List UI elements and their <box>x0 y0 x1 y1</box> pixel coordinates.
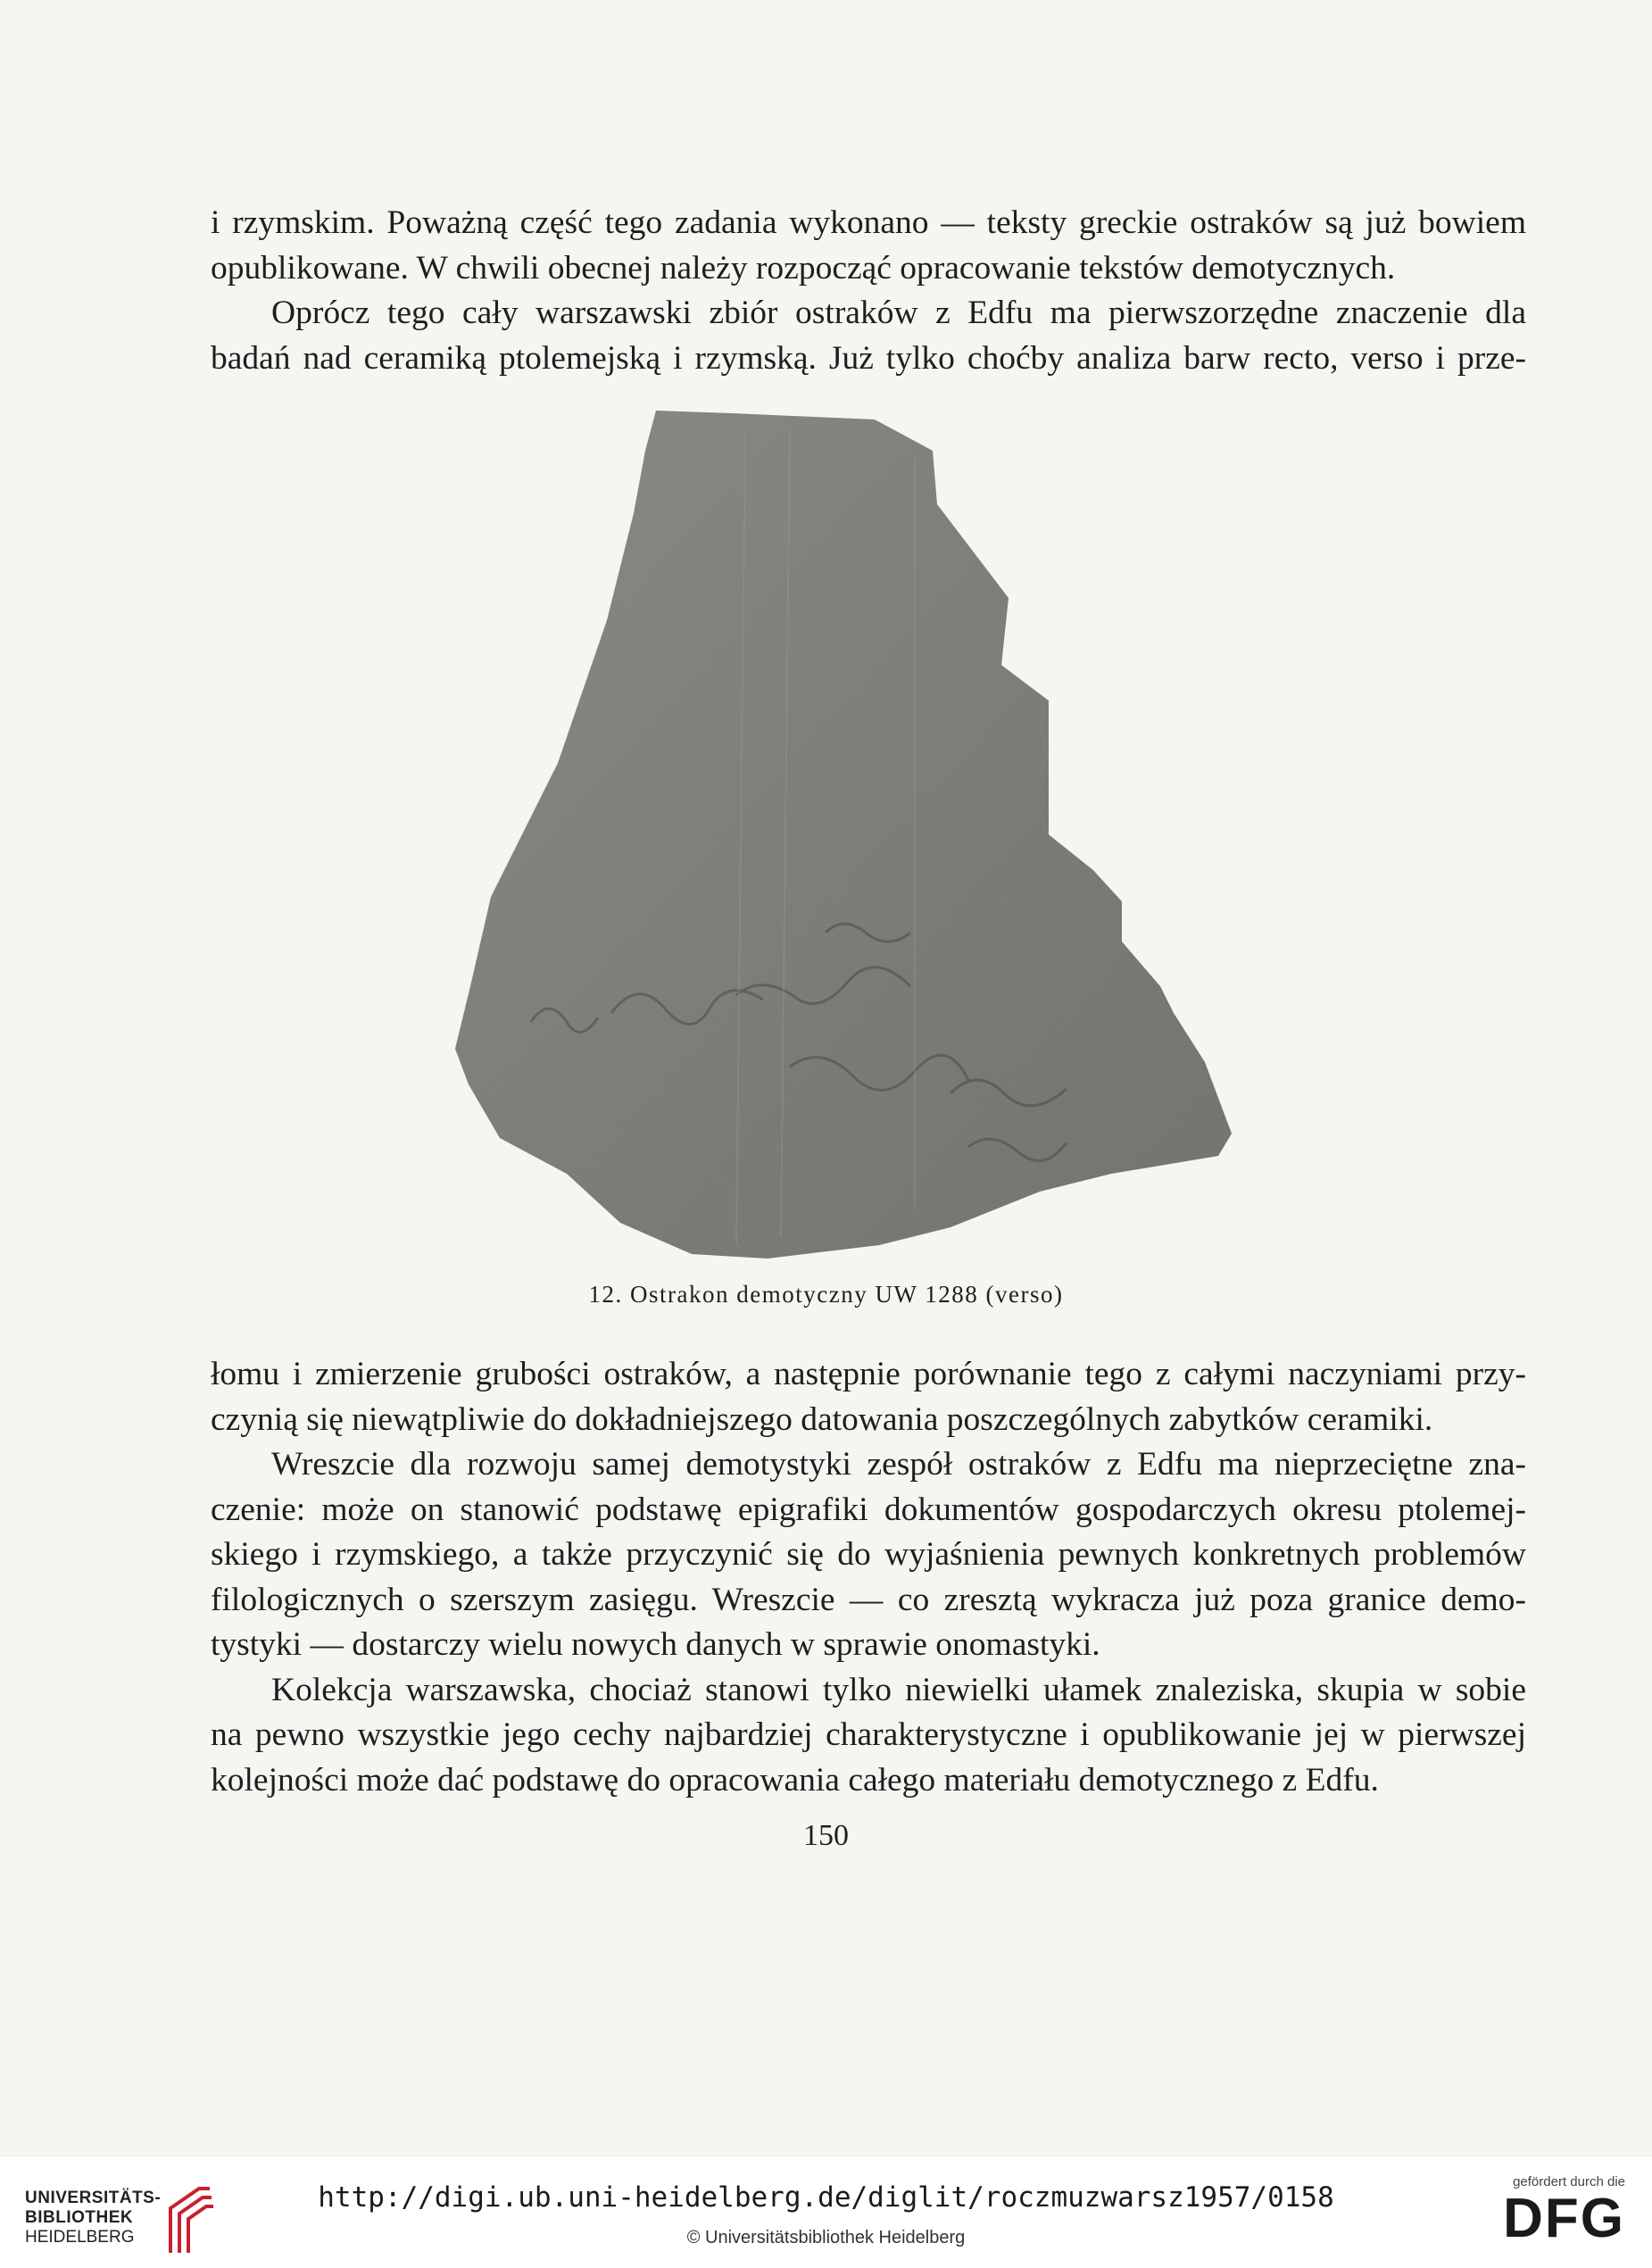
digitization-footer <box>0 2156 1652 2268</box>
text-line: Oprócz tego cały warszawski zbiór ostraków z Edfu ma pierwszorzędne znaczenie dla <box>271 295 1526 331</box>
text-line: opublikowane. W chwili obecnej należy rozpocząć opracowanie tekstów demotycznych. <box>211 249 1396 287</box>
text-line: Kolekcja warszawska, chociaż stanowi tylko niewielki ułamek znaleziska, skupia w sobie <box>271 1671 1526 1708</box>
paragraph-bottom <box>211 1352 1526 1803</box>
text-line: filologicznych o szerszym zasięgu. Wreszcie — co zresztą wykracza już poza granice demo- <box>211 1581 1526 1618</box>
text-line: i rzymskim. Poważną część tego zadania wykonano — teksty greckie ostraków są już bowiem <box>211 204 1526 241</box>
text-line: skiego i rzymskiego, a także przyczynić się do wyjaśnienia pewnych konkretnych problemów <box>211 1536 1526 1573</box>
text-line: tystyki — dostarczy wielu nowych danych w sprawie onomastyki. <box>211 1626 1100 1663</box>
paragraph-top <box>211 201 1526 381</box>
figure-caption: 12. Ostrakon demotyczny UW 1288 (verso) <box>588 1281 1064 1308</box>
copyright-notice: © Universitätsbibliothek Heidelberg <box>686 2228 966 2247</box>
dfg-funding[interactable] <box>1469 2174 1625 2259</box>
text-line: kolejności może dać podstawę do opracowania całego materiału demotycznego z Edfu. <box>211 1761 1379 1799</box>
funding-label: gefördert durch die <box>1513 2174 1625 2189</box>
page-number: 150 <box>803 1819 849 1852</box>
library-name-line: UNIVERSITÄTS- <box>25 2189 162 2207</box>
ostrakon-photo <box>451 406 1299 1263</box>
text-line: badań nad ceramiką ptolemejską i rzymską. Już tylko choćby analiza barw recto, verso i prze- <box>211 339 1526 377</box>
text-line: łomu i zmierzenie grubości ostraków, a następnie porównanie tego z całymi naczyniami przy- <box>211 1356 1526 1392</box>
text-line: Wreszcie dla rozwoju samej demotystyki zespół ostraków z Edfu ma nieprzeciętne zna- <box>271 1446 1526 1483</box>
text-line: czenie: może on stanowić podstawę epigrafiki dokumentów gospodarczych okresu ptolemej- <box>211 1491 1526 1528</box>
text-line: czynią się niewątpliwie do dokładniejszego datowania poszczególnych zabytków ceramiki. <box>211 1400 1433 1438</box>
library-name-line: HEIDELBERG <box>25 2228 135 2247</box>
text-line: na pewno wszystkie jego cechy najbardziej charakterystyczne i opublikowanie jej w pierwszej <box>211 1716 1526 1753</box>
dfg-logo-icon: DFG <box>1503 2188 1625 2249</box>
library-name-line: BIBLIOTHEK <box>25 2208 134 2227</box>
page-url-link[interactable]: http://digi.ub.uni-heidelberg.de/diglit/roczmuzwarsz1957/0158 <box>318 2181 1334 2214</box>
